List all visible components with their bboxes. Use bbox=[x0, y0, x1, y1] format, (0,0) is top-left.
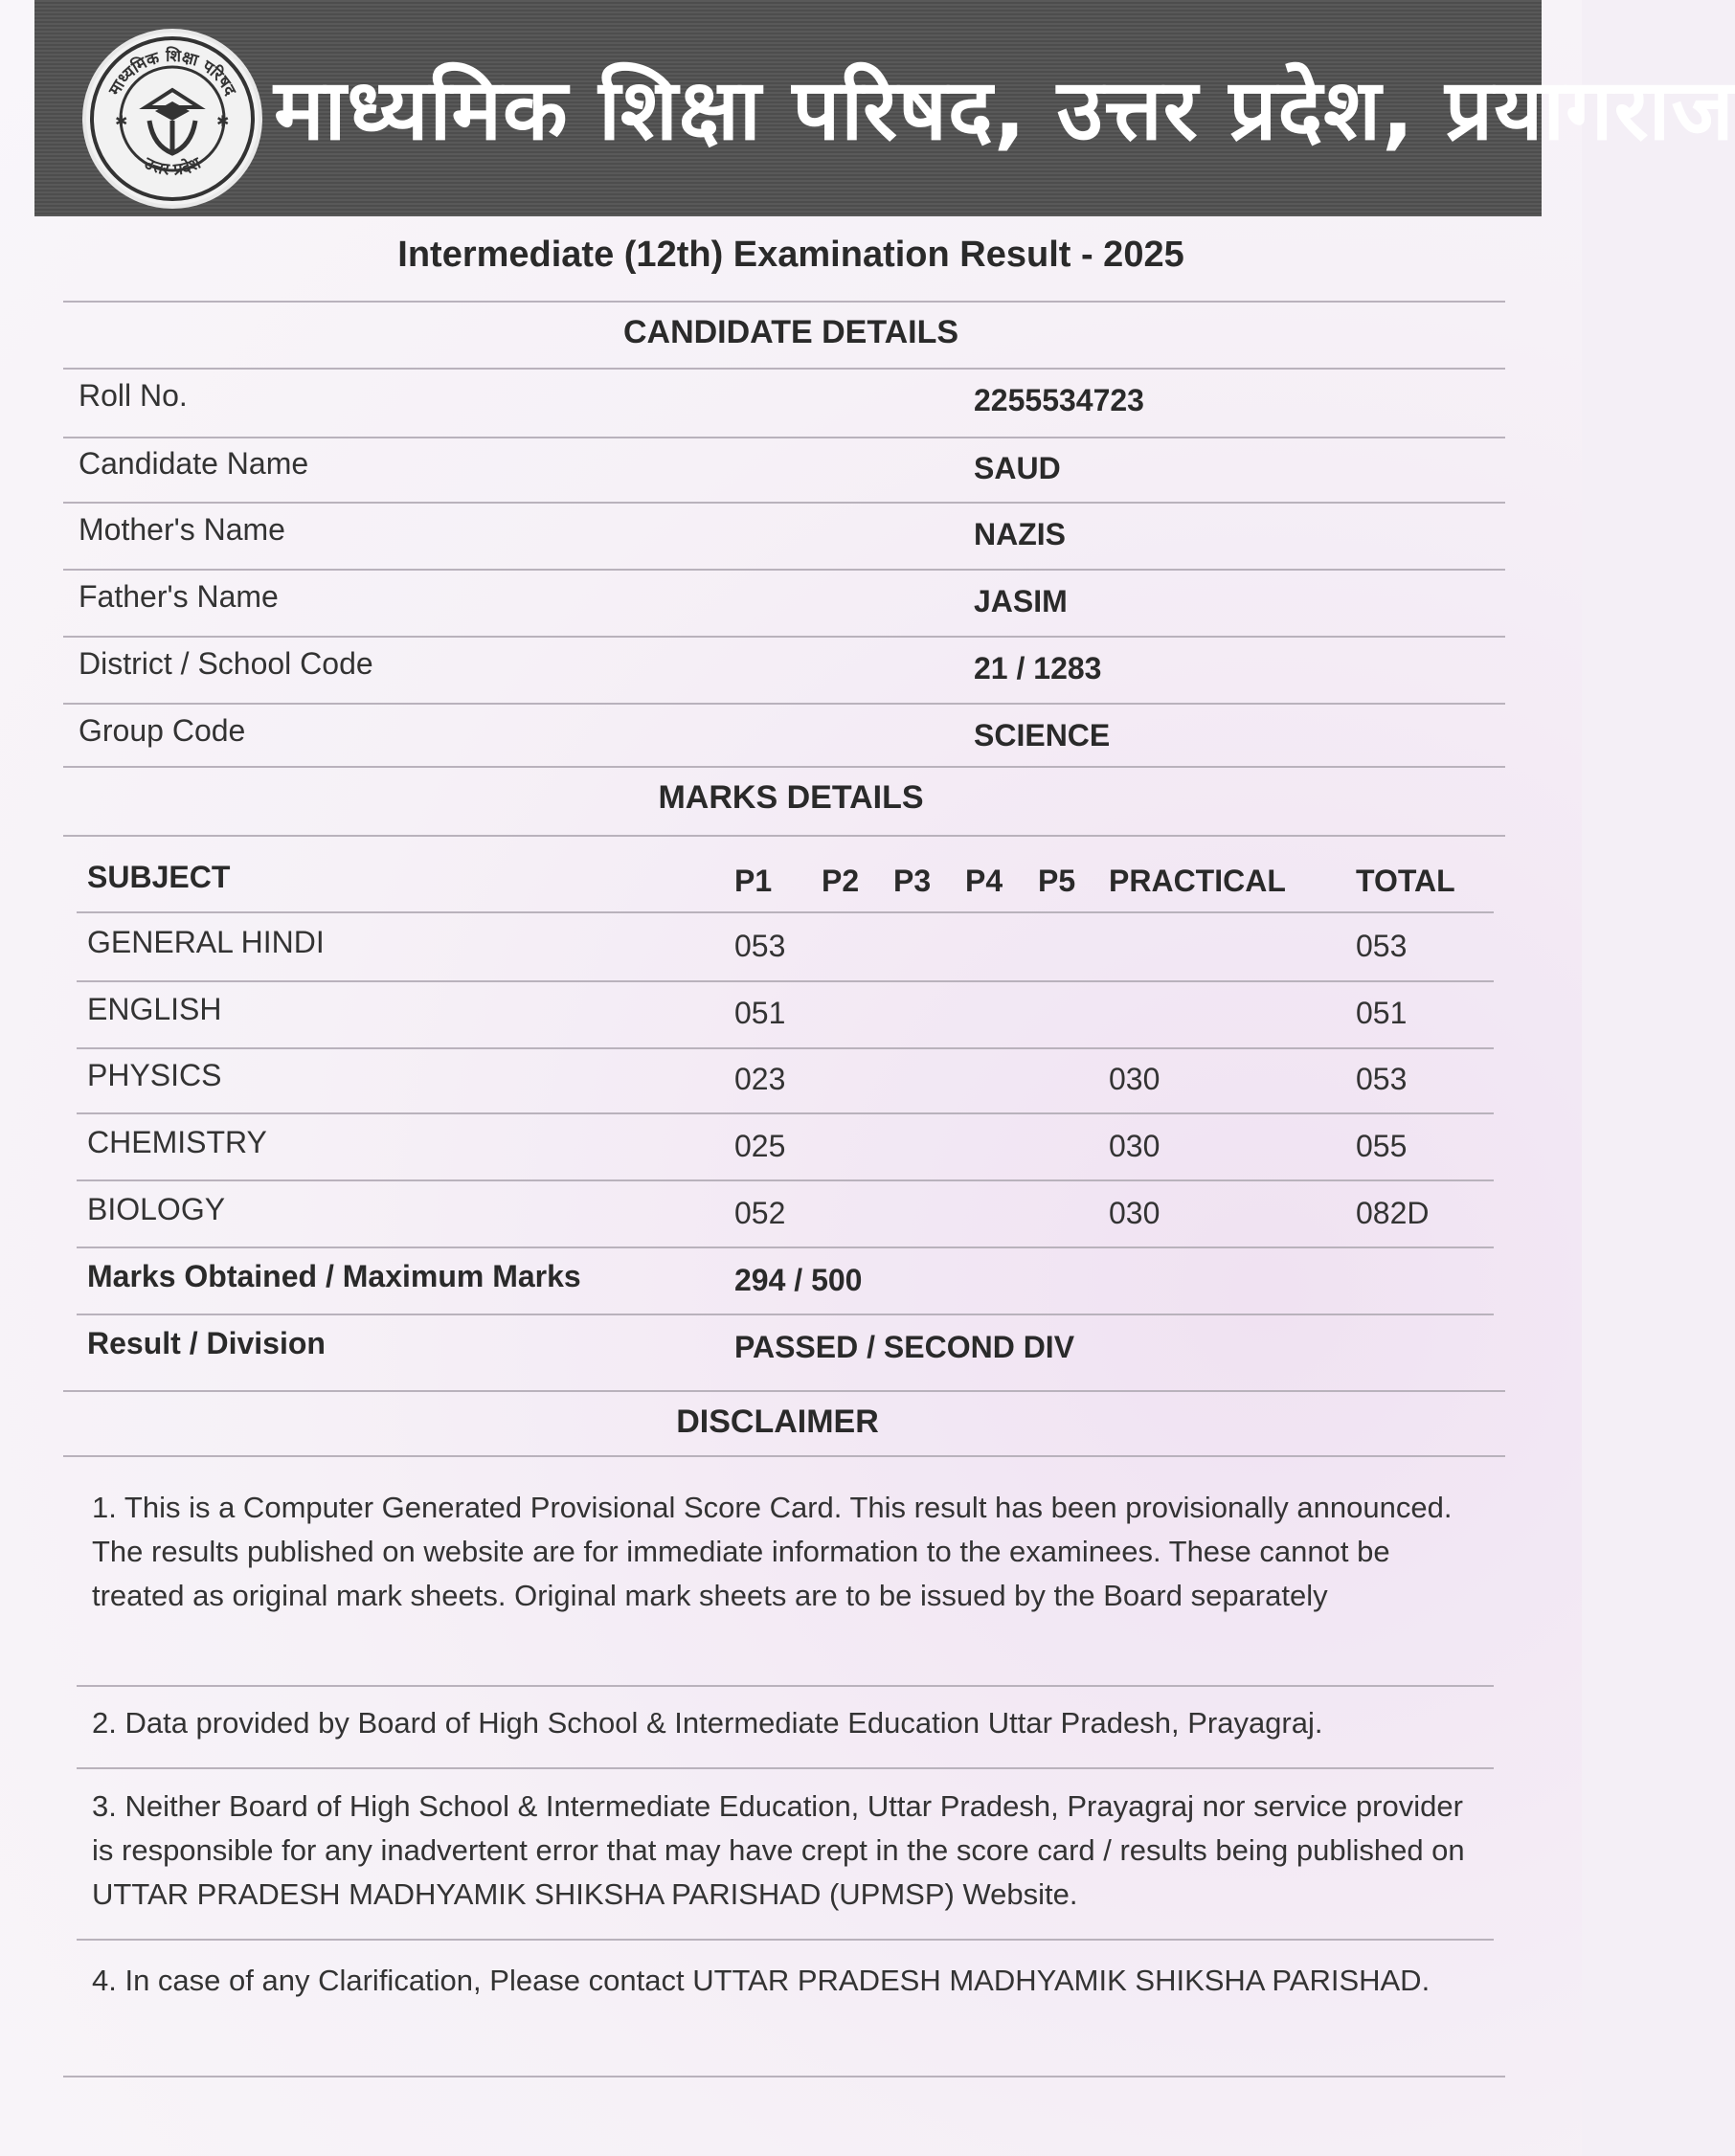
divider bbox=[63, 569, 1505, 571]
subject-name: CHEMISTRY bbox=[87, 1125, 267, 1159]
result-division-label: Result / Division bbox=[87, 1326, 326, 1360]
disclaimer-item-3: 3. Neither Board of High School & Intermediate Education, Uttar Pradesh, Prayagraj nor service provider is responsible for any inadvertent error that may have crept in the score card / results being published on UTTAR PRADESH MADHYAMIK SHIKSHA PARISHAD (UPMSP) Website. bbox=[92, 1789, 1465, 1911]
board-seal-logo bbox=[82, 29, 262, 209]
marks-details-heading: MARKS DETAILS bbox=[658, 779, 924, 816]
candidate-name-value: SAUD bbox=[974, 451, 1061, 485]
practical-mark: 030 bbox=[1109, 1196, 1160, 1230]
disclaimer-item-1: 1. This is a Computer Generated Provisional Score Card. This result has been provisionally announced. The results published on website are for immediate information to the examinees. These cannot be treated as original mark sheets. Original mark sheets are to be issued by the Board separately bbox=[92, 1491, 1453, 1612]
divider bbox=[63, 1390, 1505, 1392]
p1-mark: 053 bbox=[734, 929, 786, 963]
group-code-value: SCIENCE bbox=[974, 718, 1111, 752]
total-mark: 082D bbox=[1356, 1196, 1430, 1230]
marks-obtained-label: Marks Obtained / Maximum Marks bbox=[87, 1259, 581, 1293]
seal-text-bottom: उत्तर प्रदेश bbox=[140, 153, 204, 180]
svg-text:✱: ✱ bbox=[216, 114, 230, 130]
subject-name: PHYSICS bbox=[87, 1058, 222, 1092]
divider bbox=[77, 1246, 1494, 1248]
roll-number-value: 2255534723 bbox=[974, 383, 1144, 417]
candidate-details-heading: CANDIDATE DETAILS bbox=[622, 314, 959, 350]
p1-mark: 051 bbox=[734, 996, 786, 1030]
divider bbox=[63, 368, 1505, 370]
column-header-p2: P2 bbox=[822, 864, 860, 898]
p1-mark: 025 bbox=[734, 1129, 786, 1163]
column-header-p1: P1 bbox=[734, 864, 773, 898]
candidate-label: Father's Name bbox=[79, 579, 279, 614]
divider bbox=[77, 1112, 1494, 1114]
divider bbox=[77, 1767, 1494, 1769]
p1-mark: 023 bbox=[734, 1062, 786, 1096]
subject-name: ENGLISH bbox=[87, 992, 222, 1026]
divider bbox=[63, 703, 1505, 705]
divider bbox=[77, 1047, 1494, 1049]
total-mark: 055 bbox=[1356, 1129, 1408, 1163]
divider bbox=[77, 911, 1494, 913]
disclaimer-heading: DISCLAIMER bbox=[676, 1404, 879, 1440]
candidate-label: Group Code bbox=[79, 713, 246, 748]
svg-text:✱: ✱ bbox=[115, 114, 128, 130]
divider bbox=[63, 301, 1505, 303]
practical-mark: 030 bbox=[1109, 1062, 1160, 1096]
column-header-total: TOTAL bbox=[1356, 864, 1455, 898]
practical-mark: 030 bbox=[1109, 1129, 1160, 1163]
board-title-hindi: माध्यमिक शिक्षा परिषद, उत्तर प्रदेश, प्रयागराज bbox=[274, 60, 1735, 159]
divider bbox=[63, 2076, 1505, 2077]
divider bbox=[77, 1314, 1494, 1315]
disclaimer-item-2: 2. Data provided by Board of High School & Intermediate Education Uttar Pradesh, Prayagraj. bbox=[92, 1706, 1323, 1740]
divider bbox=[77, 980, 1494, 982]
candidate-label: Mother's Name bbox=[79, 512, 285, 547]
father-name-value: JASIM bbox=[974, 584, 1068, 618]
divider bbox=[63, 835, 1505, 837]
candidate-label: District / School Code bbox=[79, 646, 373, 681]
total-mark: 053 bbox=[1356, 929, 1408, 963]
divider bbox=[63, 1455, 1505, 1457]
marks-obtained-value: 294 / 500 bbox=[734, 1263, 863, 1297]
disclaimer-item-4: 4. In case of any Clarification, Please contact UTTAR PRADESH MADHYAMIK SHIKSHA PARISHAD. bbox=[92, 1964, 1431, 1997]
subject-name: GENERAL HINDI bbox=[87, 925, 325, 959]
column-header-p4: P4 bbox=[965, 864, 1003, 898]
seal-text-top: माध्यमिक शिक्षा परिषद bbox=[105, 46, 240, 100]
column-header-practical: PRACTICAL bbox=[1109, 864, 1286, 898]
column-header-subject: SUBJECT bbox=[87, 860, 231, 894]
total-mark: 053 bbox=[1356, 1062, 1408, 1096]
column-header-p3: P3 bbox=[893, 864, 932, 898]
divider bbox=[77, 1685, 1494, 1687]
mother-name-value: NAZIS bbox=[974, 517, 1066, 551]
svg-text:उत्तर प्रदेश bbox=[140, 153, 205, 180]
divider bbox=[77, 1939, 1494, 1941]
divider bbox=[63, 437, 1505, 438]
district-school-code-value: 21 / 1283 bbox=[974, 651, 1102, 685]
header-banner bbox=[34, 0, 1735, 216]
p1-mark: 052 bbox=[734, 1196, 786, 1230]
result-division-value: PASSED / SECOND DIV bbox=[734, 1330, 1075, 1364]
divider bbox=[77, 1179, 1494, 1181]
subject-name: BIOLOGY bbox=[87, 1192, 226, 1226]
exam-title: Intermediate (12th) Examination Result - 2025 bbox=[397, 235, 1184, 275]
divider bbox=[63, 502, 1505, 504]
divider bbox=[63, 636, 1505, 638]
total-mark: 051 bbox=[1356, 996, 1408, 1030]
candidate-label: Roll No. bbox=[79, 378, 188, 413]
divider bbox=[63, 766, 1505, 768]
column-header-p5: P5 bbox=[1038, 864, 1076, 898]
candidate-label: Candidate Name bbox=[79, 446, 309, 481]
